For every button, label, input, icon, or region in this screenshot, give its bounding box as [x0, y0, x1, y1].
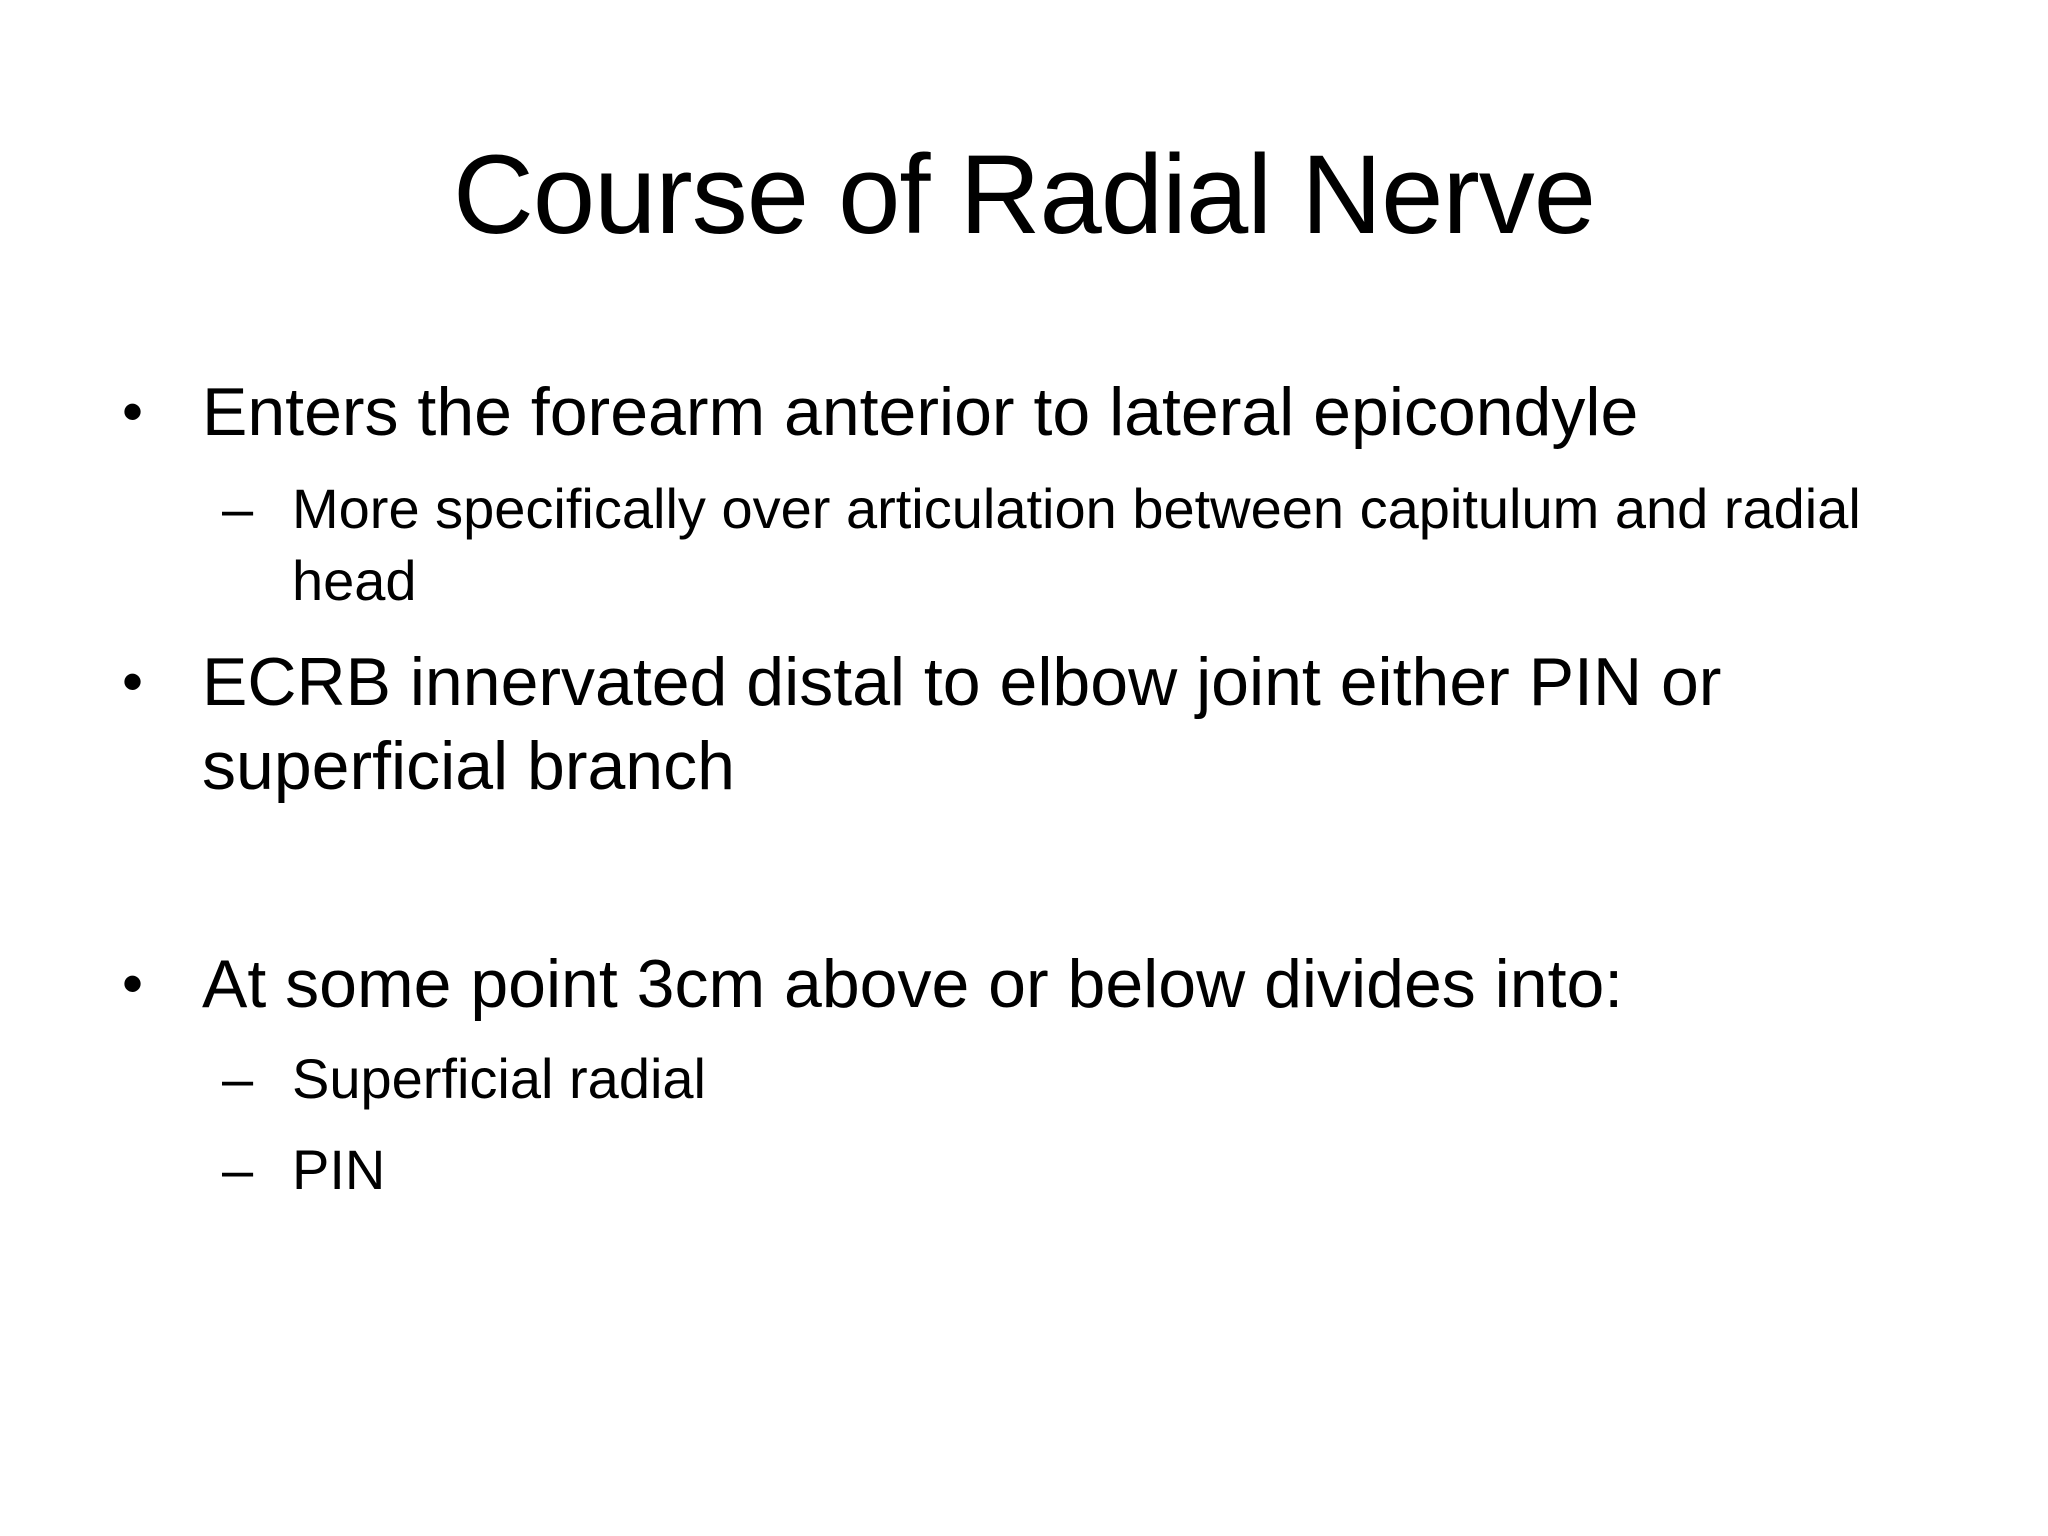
- slide-title: Course of Radial Nerve: [452, 132, 1596, 257]
- bullet-marker: •: [122, 378, 144, 445]
- bullet-text: At some point 3cm above or below divides into:: [202, 946, 1624, 1022]
- bullet-marker: •: [122, 950, 144, 1017]
- sub-bullet-text: More specifically over articulation between capitulum and radial head: [292, 477, 1861, 612]
- bullet-text: Enters the forearm anterior to lateral epicondyle: [202, 374, 1639, 450]
- sub-bullet-text: Superficial radial: [292, 1047, 706, 1110]
- bullet-marker: •: [122, 648, 144, 715]
- bullet-text: ECRB innervated distal to elbow joint either PIN or superficial branch: [202, 644, 1722, 804]
- sub-bullet-text: PIN: [292, 1138, 386, 1201]
- sub-bullet-marker: –: [222, 1047, 254, 1110]
- sub-bullet-marker: –: [222, 477, 254, 540]
- sub-bullet-marker: –: [222, 1138, 254, 1201]
